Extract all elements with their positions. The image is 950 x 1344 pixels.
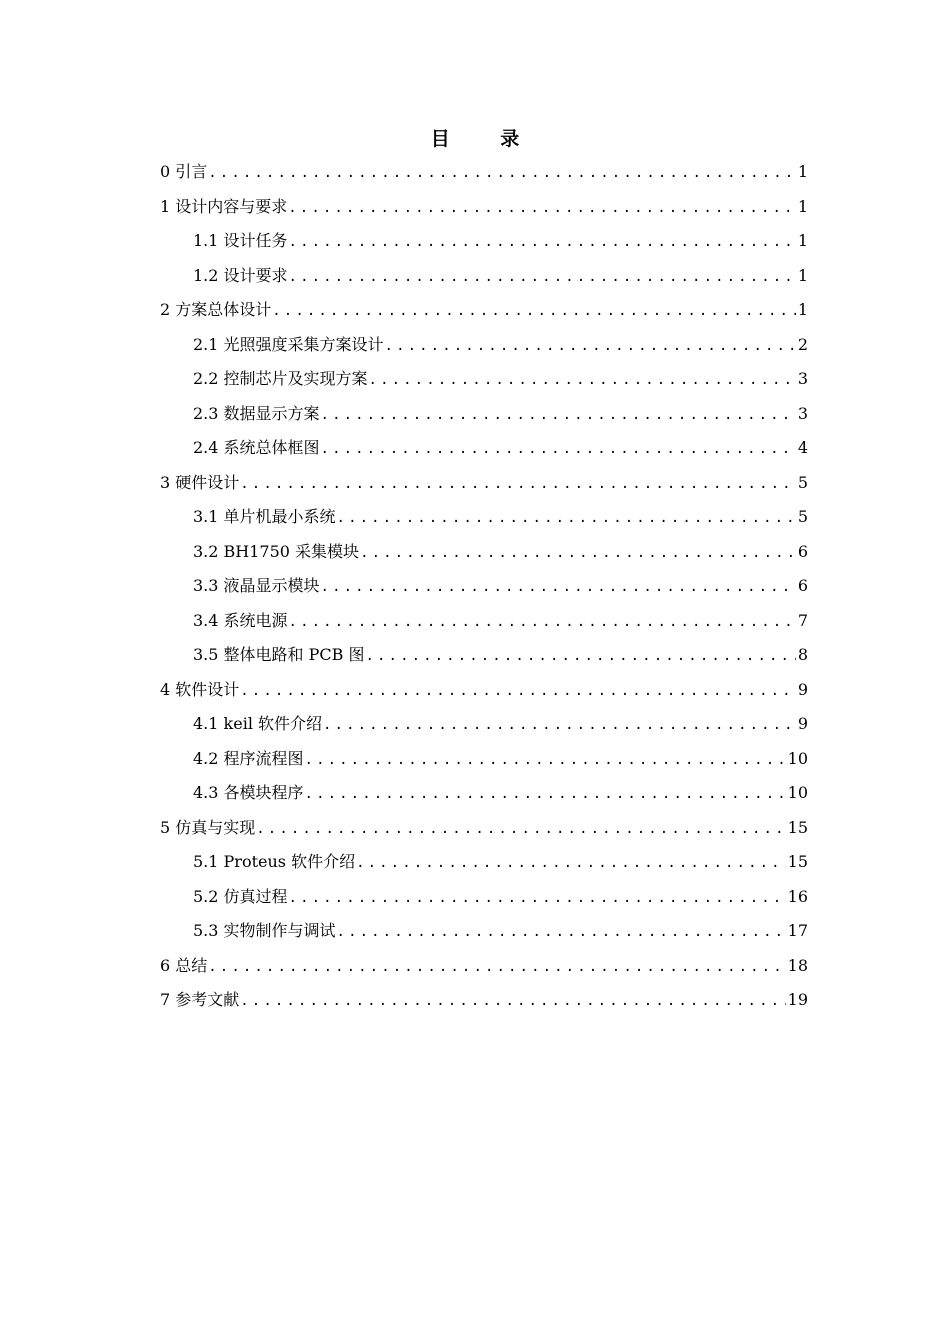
toc-leader-dots [385, 329, 796, 364]
toc-leader-dots [365, 639, 795, 674]
toc-entry-page: 1 [797, 231, 808, 250]
toc-entry-text: 3.3 液晶显示模块 [193, 576, 320, 595]
toc-entry-text: 1.2 设计要求 [193, 265, 288, 285]
toc-entry-text: 2 方案总体设计 [160, 300, 272, 319]
toc-entry-text: 7 参考文献 [160, 990, 240, 1009]
toc-entry-text: 4 软件设计 [160, 679, 240, 699]
toc-entry[interactable] [160, 914, 808, 949]
toc-entry-text: 3.1 单片机最小系统 [193, 507, 336, 526]
toc-entry-text: 5 仿真与实现 [160, 817, 256, 837]
toc-entry[interactable] [160, 259, 808, 294]
toc-entry[interactable] [160, 466, 808, 501]
toc-entry-page: 2 [797, 334, 808, 354]
toc-entry[interactable] [160, 811, 808, 846]
toc-leader-dots [208, 950, 785, 985]
toc-entry-page: 9 [797, 714, 808, 733]
toc-entry[interactable] [160, 638, 808, 673]
toc-entry-page: 18 [787, 955, 808, 975]
toc-entry-page: 16 [787, 886, 808, 906]
toc-entry-text: 6 总结 [160, 955, 208, 975]
toc-entry-page: 6 [797, 541, 808, 561]
toc-entry-page: 3 [797, 369, 808, 388]
toc-entry-text: 5.1 Proteus 软件介绍 [193, 852, 356, 871]
toc-leader-dots [305, 743, 786, 778]
toc-entry[interactable] [160, 535, 808, 570]
toc-entry-page: 4 [797, 438, 808, 457]
toc-leader-dots [356, 846, 786, 881]
toc-entry[interactable] [160, 224, 808, 259]
toc-leader-dots [321, 570, 796, 605]
toc-leader-dots [240, 674, 796, 709]
toc-leader-dots [321, 398, 796, 433]
toc-entry-text: 4.1 keil 软件介绍 [193, 714, 323, 733]
toc-entry-page: 17 [787, 921, 808, 940]
toc-entry-page: 5 [797, 507, 808, 526]
toc-entry[interactable] [160, 673, 808, 708]
toc-entry[interactable] [160, 190, 808, 225]
toc-entry-page: 10 [787, 783, 808, 802]
toc-leader-dots [321, 432, 796, 467]
toc-entry[interactable] [160, 880, 808, 915]
toc-entry-text: 4.2 程序流程图 [193, 748, 304, 768]
toc-entry-text: 2.2 控制芯片及实现方案 [193, 369, 368, 388]
toc-entry-text: 3 硬件设计 [160, 472, 240, 492]
toc-entry[interactable] [160, 293, 808, 328]
toc-entry-text: 5.2 仿真过程 [193, 886, 288, 906]
toc-leader-dots [289, 260, 796, 295]
toc-entry-text: 2.3 数据显示方案 [193, 403, 320, 423]
toc-entry-page: 1 [797, 162, 808, 181]
toc-entry-text: 4.3 各模块程序 [193, 783, 304, 802]
toc-entry-text: 2.1 光照强度采集方案设计 [193, 334, 384, 354]
toc-entry[interactable] [160, 328, 808, 363]
toc-entry-page: 15 [787, 852, 808, 871]
toc-leader-dots [272, 294, 796, 329]
toc-entry-text: 1.1 设计任务 [193, 231, 288, 250]
toc-leader-dots [360, 536, 796, 571]
toc-list [160, 155, 808, 1018]
toc-entry-page: 6 [797, 576, 808, 595]
toc-entry[interactable] [160, 707, 808, 742]
toc-entry-text: 3.2 BH1750 采集模块 [193, 541, 360, 561]
toc-entry-text: 3.5 整体电路和 PCB 图 [193, 645, 365, 664]
toc-entry-page: 9 [797, 679, 808, 699]
toc-leader-dots [289, 605, 796, 640]
toc-entry-page: 1 [797, 300, 808, 319]
toc-entry-page: 1 [797, 196, 808, 216]
toc-leader-dots [240, 984, 785, 1019]
toc-leader-dots [288, 191, 796, 226]
toc-entry-text: 3.4 系统电源 [193, 610, 288, 630]
toc-entry[interactable] [160, 742, 808, 777]
toc-leader-dots [240, 467, 796, 502]
toc-entry-page: 8 [797, 645, 808, 664]
toc-leader-dots [305, 777, 786, 812]
toc-entry[interactable] [160, 776, 808, 811]
toc-entry-page: 1 [797, 265, 808, 285]
toc-leader-dots [337, 501, 796, 536]
toc-entry-text: 2.4 系统总体框图 [193, 438, 320, 457]
toc-entry-text: 1 设计内容与要求 [160, 196, 288, 216]
toc-entry[interactable] [160, 155, 808, 190]
toc-entry[interactable] [160, 983, 808, 1018]
toc-entry-page: 15 [787, 817, 808, 837]
toc-leader-dots [256, 812, 785, 847]
toc-entry[interactable] [160, 431, 808, 466]
toc-leader-dots [289, 881, 786, 916]
toc-leader-dots [323, 708, 796, 743]
toc-entry-page: 3 [797, 403, 808, 423]
toc-entry-page: 19 [787, 990, 808, 1009]
toc-entry-page: 7 [797, 610, 808, 630]
toc-entry[interactable] [160, 569, 808, 604]
toc-entry-text: 0 引言 [160, 162, 208, 181]
toc-entry[interactable] [160, 500, 808, 535]
toc-entry-text: 5.3 实物制作与调试 [193, 921, 336, 940]
toc-entry[interactable] [160, 949, 808, 984]
toc-entry-page: 5 [797, 472, 808, 492]
toc-leader-dots [289, 225, 796, 260]
toc-entry[interactable] [160, 362, 808, 397]
toc-entry[interactable] [160, 845, 808, 880]
toc-entry[interactable] [160, 397, 808, 432]
toc-title: 目 录 [430, 128, 542, 150]
toc-entry[interactable] [160, 604, 808, 639]
toc-leader-dots [208, 156, 796, 191]
toc-entry-page: 10 [787, 748, 808, 768]
toc-leader-dots [337, 915, 786, 950]
toc-leader-dots [369, 363, 796, 398]
